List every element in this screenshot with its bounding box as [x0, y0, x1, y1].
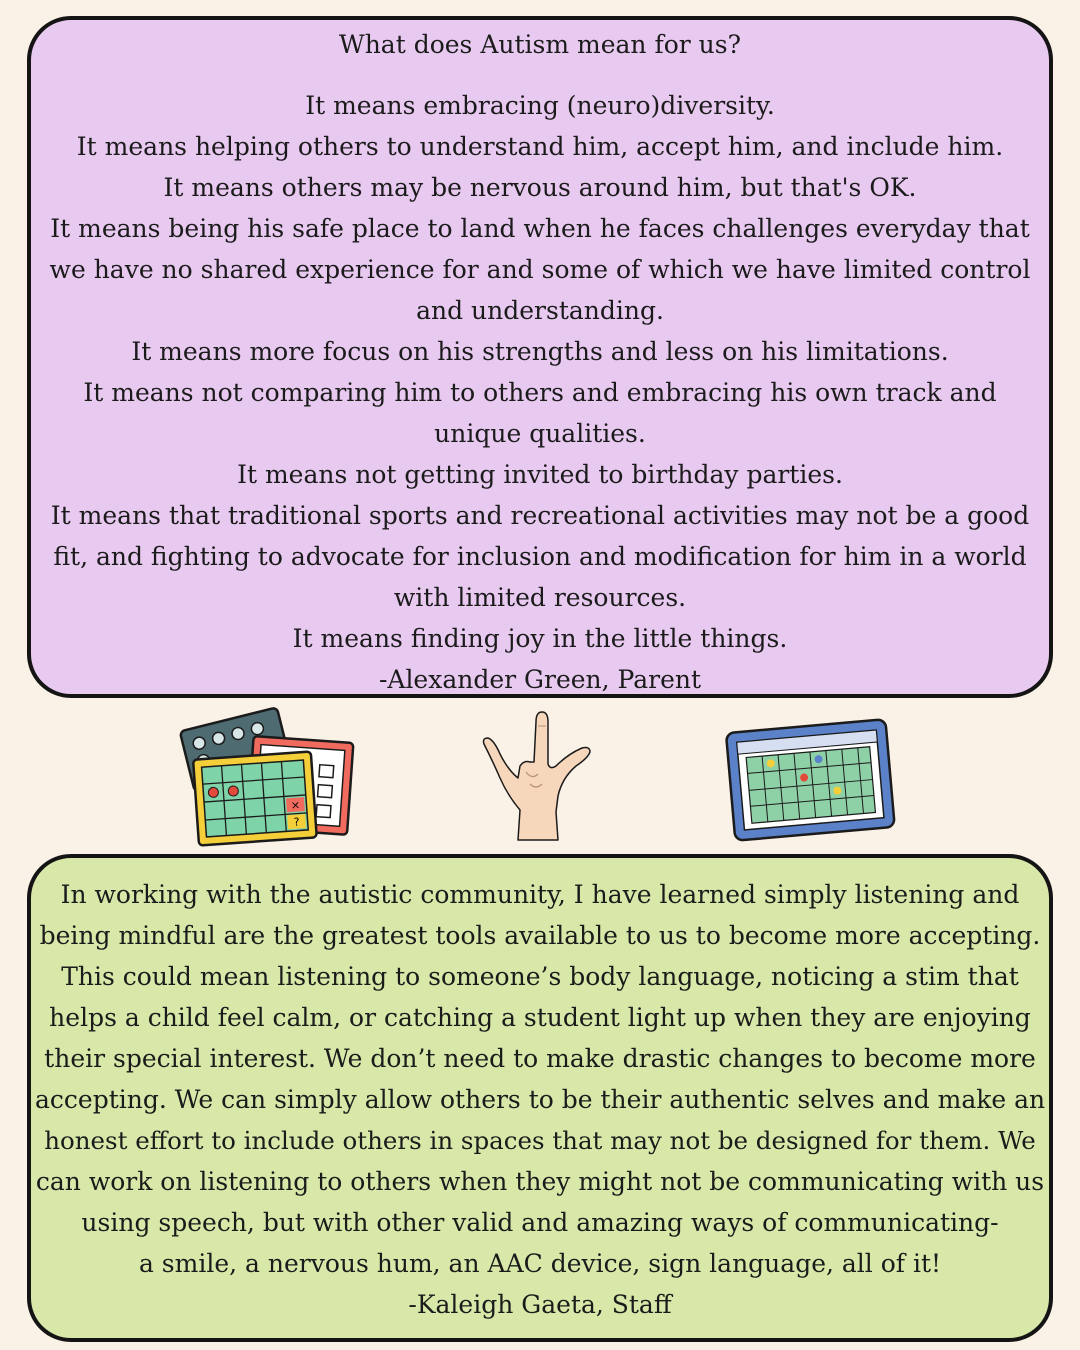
quote-line: It means others may be nervous around him, but that's OK.	[163, 173, 917, 202]
quote-attribution: -Kaleigh Gaeta, Staff	[408, 1290, 672, 1319]
quote-line: This could mean listening to someone’s body language, noticing a stim that	[61, 962, 1019, 991]
quote-line: It means being his safe place to land when he faces challenges everyday that	[50, 214, 1030, 243]
quote-line: fit, and fighting to advocate for inclusion and modification for him in a world	[53, 542, 1027, 571]
quote-line: It means helping others to understand him, accept him, and include him.	[76, 132, 1004, 161]
quote-line: helps a child feel calm, or catching a student light up when they are enjoying	[49, 1003, 1031, 1032]
quote-line: In working with the autistic community, I have learned simply listening and	[60, 880, 1020, 909]
svg-text:×: ×	[290, 798, 301, 813]
quote-line: honest effort to include others in spaces that may not be designed for them. We	[44, 1126, 1036, 1155]
card-heading: What does Autism mean for us?	[339, 30, 741, 59]
quote-line: It means not getting invited to birthday parties.	[237, 460, 843, 489]
quote-line: and understanding.	[416, 296, 664, 325]
quote-line: a smile, a nervous hum, an AAC device, sign language, all of it!	[138, 1249, 942, 1278]
quote-attribution: -Alexander Green, Parent	[378, 665, 702, 694]
aac-tablet-device-icon	[724, 700, 896, 850]
quote-line: we have no shared experience for and some of which we have limited control	[49, 255, 1031, 284]
quote-line: It means finding joy in the little things.	[292, 624, 788, 653]
quote-line: can work on listening to others when they might not be communicating with us	[35, 1167, 1045, 1196]
quote-line: unique qualities.	[434, 419, 646, 448]
quote-line: their special interest. We don’t need to make drastic changes to become more	[44, 1044, 1036, 1073]
quote-line: It means embracing (neuro)diversity.	[305, 91, 775, 120]
i-love-you-sign-hand-icon	[478, 700, 598, 850]
quote-line: with limited resources.	[393, 583, 687, 612]
quote-line: using speech, but with other valid and amazing ways of communicating-	[81, 1208, 999, 1237]
quote-line: accepting. We can simply allow others to be their authentic selves and make an	[35, 1085, 1046, 1114]
parent-quote-card	[27, 16, 1053, 698]
svg-text:?: ?	[293, 815, 301, 829]
quote-line: It means that traditional sports and recreational activities may not be a good	[50, 501, 1030, 530]
quote-line: It means not comparing him to others and embracing his own track and	[83, 378, 997, 407]
communication-boards-icon	[178, 700, 358, 850]
quote-line: It means more focus on his strengths and less on his limitations.	[131, 337, 949, 366]
staff-quote-card	[27, 854, 1053, 1342]
quote-line: being mindful are the greatest tools available to us to become more accepting.	[39, 921, 1041, 950]
